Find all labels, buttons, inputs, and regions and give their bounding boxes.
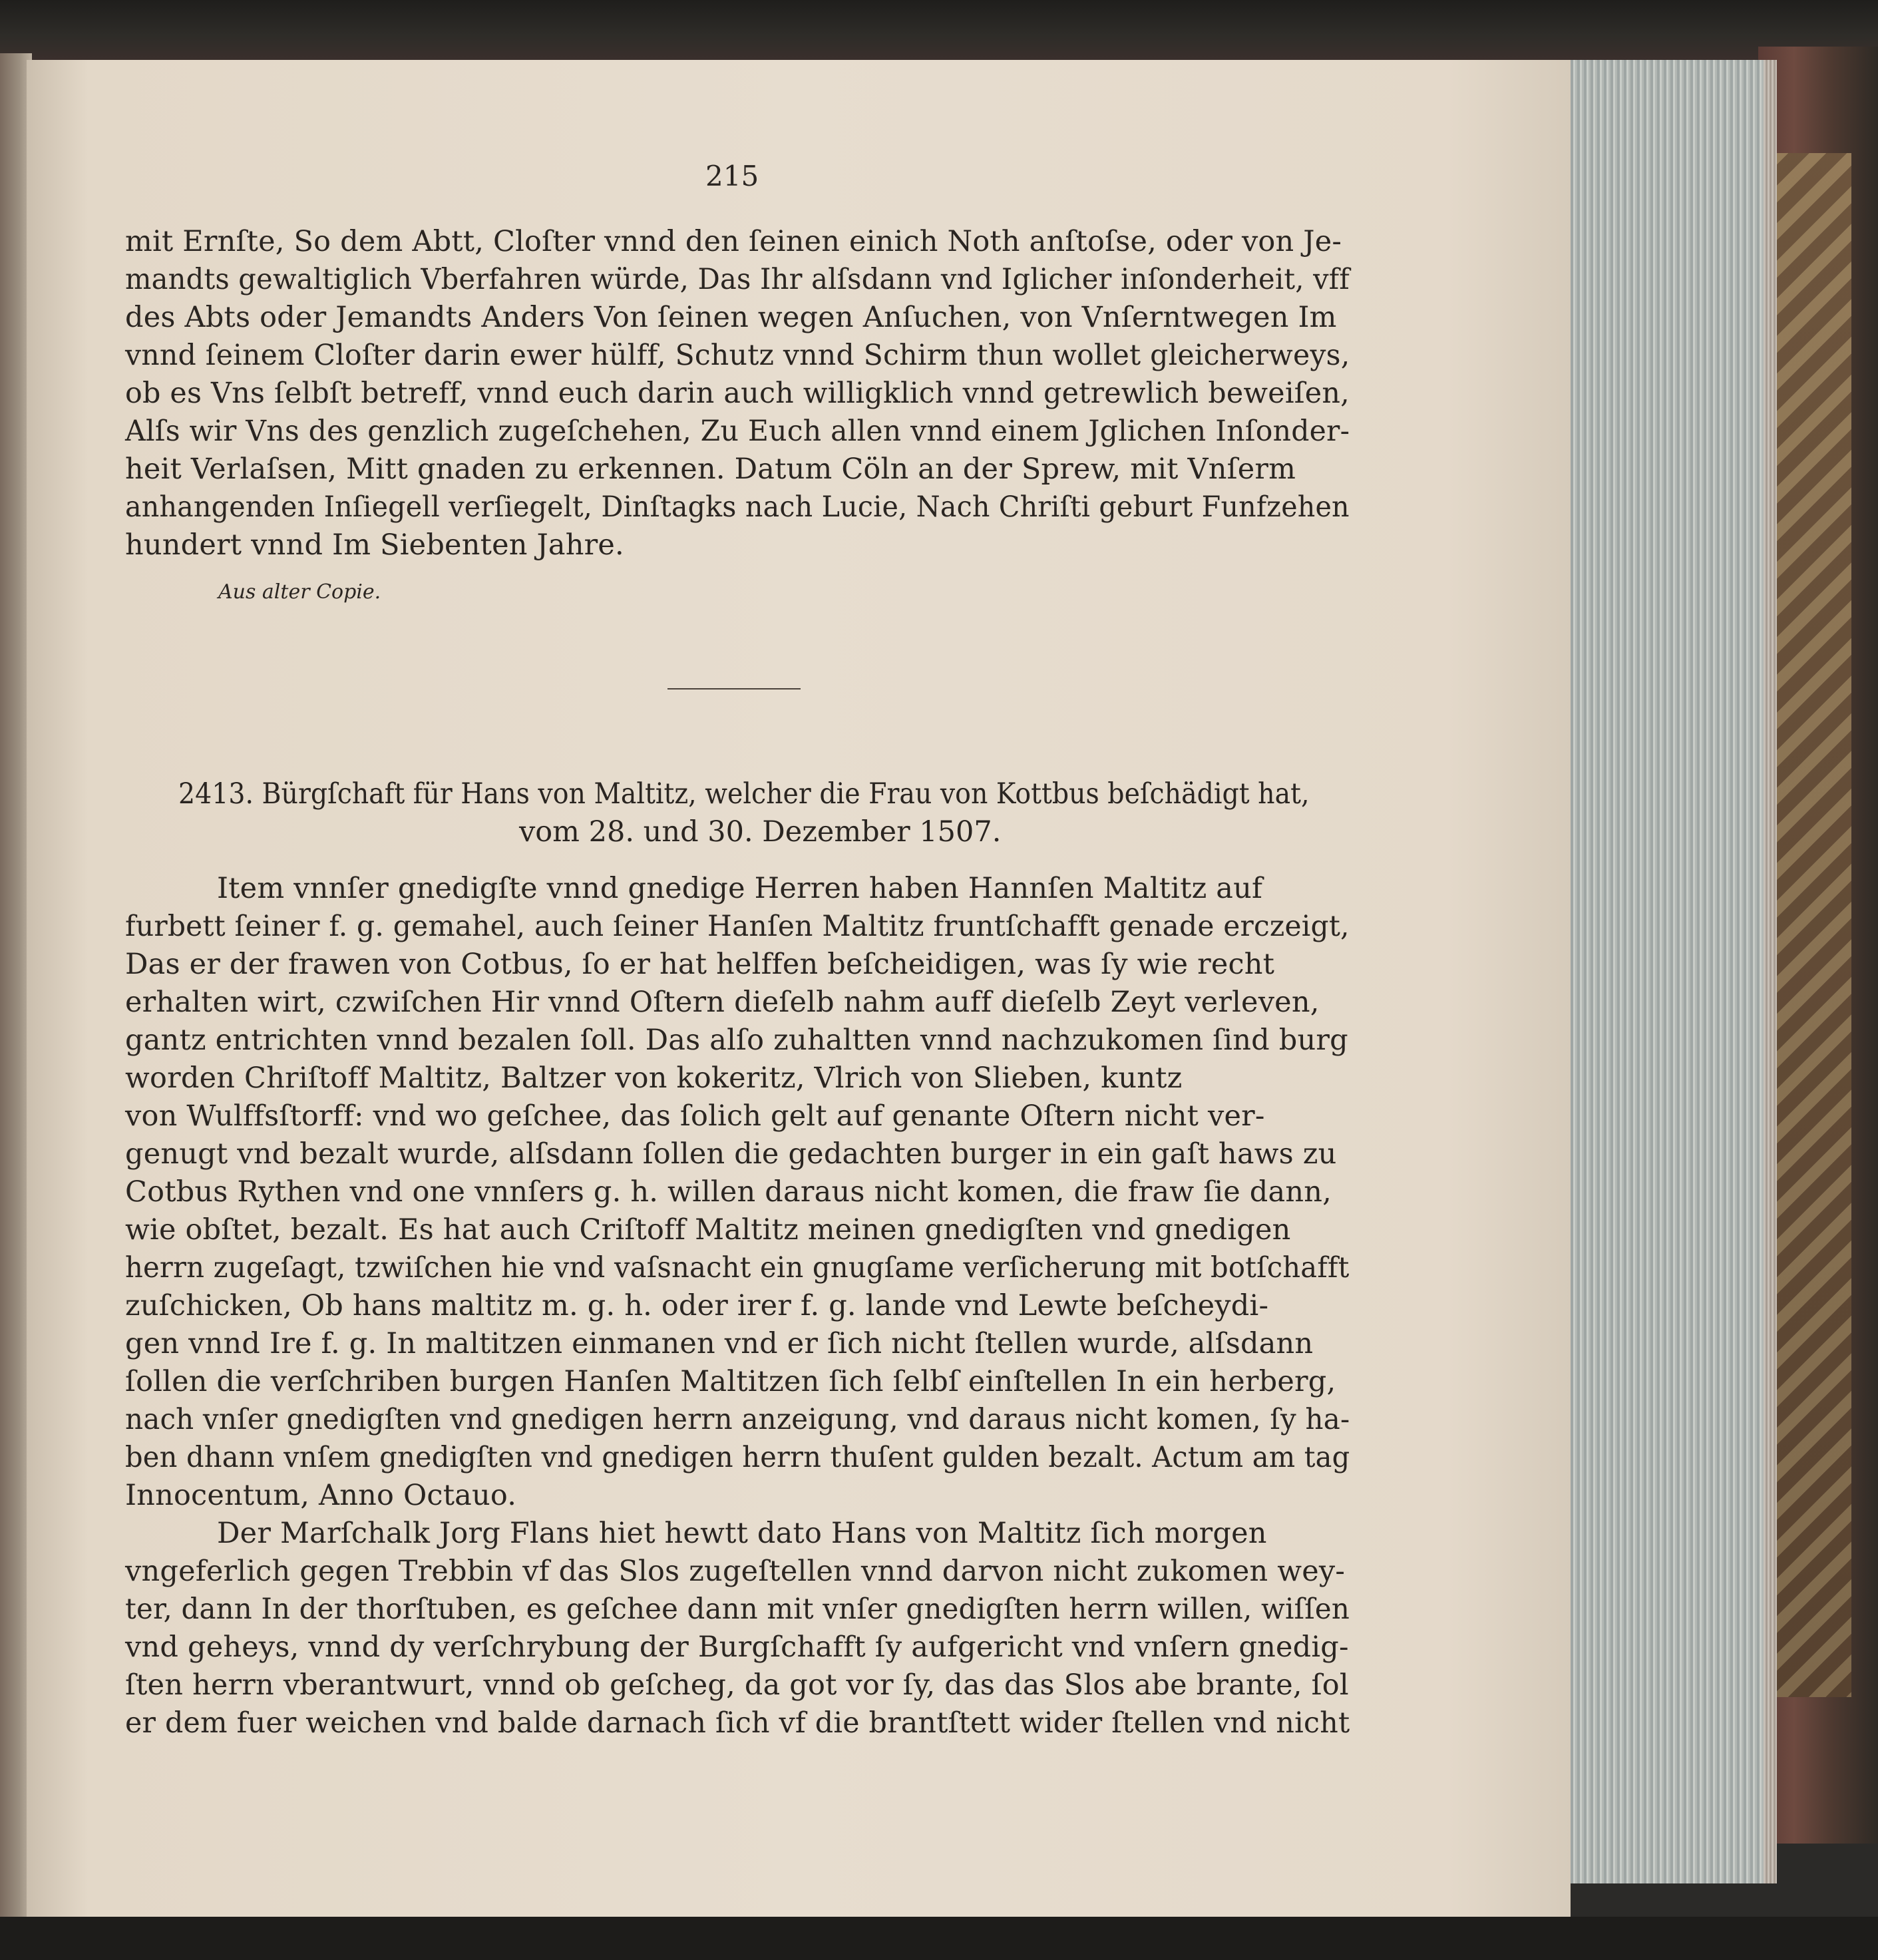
text-line: furbett ſeiner f. g. gemahel, auch ſeiner Hanſen Maltitz fruntſchafft genade erczeigt, xyxy=(125,910,1350,943)
text-line: mandts gewaltiglich Vberfahren würde, Das Ihr alſsdann vnd Iglicher inſonderheit, vff xyxy=(125,263,1350,296)
entry-heading-date: vom 28. und 30. Dezember 1507. xyxy=(519,815,1002,849)
text-line: des Abts oder Jemandts Anders Von ſeinen wegen Anſuchen, von Vnſerntwegen Im xyxy=(125,301,1337,334)
text-line: anhangenden Inſiegell verſiegelt, Dinſtagks nach Lucie, Nach Chriſti geburt Funfzehen xyxy=(125,490,1350,524)
marbled-board xyxy=(1772,153,1851,1697)
text-line: vnnd ſeinem Cloſter darin ewer hülff, Schutz vnnd Schirm thun wollet gleicherweys, xyxy=(125,339,1350,372)
text-line: mit Ernſte, So dem Abtt, Cloſter vnnd den ſeinen einich Noth anſtoſse, oder von Je- xyxy=(125,225,1342,258)
source-note: Aus alter Copie. xyxy=(218,580,381,604)
text-line: erhalten wirt, czwiſchen Hir vnnd Oſtern dieſelb nahm auff dieſelb Zeyt verleven, xyxy=(125,986,1320,1019)
text-line: hundert vnnd Im Siebenten Jahre. xyxy=(125,528,624,562)
text-line: Der Marſchalk Jorg Flans hiet hewtt dato Hans von Maltitz ſich morgen xyxy=(217,1517,1267,1550)
text-line: Innocentum, Anno Octauo. xyxy=(125,1479,517,1512)
text-line: nach vnſer gnedigſten vnd gnedigen herrn anzeigung, vnd daraus nicht komen, ſy ha- xyxy=(125,1403,1350,1436)
text-line: ſollen die verſchriben burgen Hanſen Maltitzen ſich ſelbſ einſtellen In ein herberg, xyxy=(125,1365,1336,1398)
text-line: zuſchicken, Ob hans maltitz m. g. h. oder irer f. g. lande vnd Lewte beſcheydi- xyxy=(125,1289,1269,1322)
text-line: Cotbus Rythen vnd one vnnſers g. h. willen daraus nicht komen, die fraw ſie dann, xyxy=(125,1175,1332,1209)
text-line: herrn zugeſagt, tzwiſchen hie vnd vaſsnacht ein gnugſame verſicherung mit botſchafft xyxy=(125,1251,1350,1284)
page-number: 215 xyxy=(705,160,759,192)
text-line: Item vnnſer gnedigſte vnnd gnedige Herren haben Hannſen Maltitz auf xyxy=(217,872,1263,905)
text-line: ter, dann In der thorſtuben, es geſchee dann mit vnſer gnedigſten herrn willen, wiſſen xyxy=(125,1593,1350,1626)
text-line: vnd geheys, vnnd dy verſchrybung der Burgſchafft ſy aufgericht vnd vnſern gnedig- xyxy=(125,1631,1349,1664)
text-line: vngeferlich gegen Trebbin vf das Slos zugeſtellen vnnd darvon nicht zukomen wey- xyxy=(125,1555,1346,1588)
book-cover-bottom xyxy=(0,1917,1878,1960)
entry-number: 2413. xyxy=(178,777,254,811)
text-line: genugt vnd bezalt wurde, alſsdann ſollen die gedachten burger in ein gaſt haws zu xyxy=(125,1137,1337,1171)
text-line: Das er der frawen von Cotbus, ſo er hat helffen beſcheidigen, was ſy wie recht xyxy=(125,948,1275,981)
entry-heading xyxy=(178,777,1310,811)
book-cover-top xyxy=(0,0,1878,60)
text-line: gen vnnd Ire f. g. In maltitzen einmanen vnd er ſich nicht ſtellen wurde, alſsdann xyxy=(125,1327,1314,1360)
text-line: ſten herrn vberantwurt, vnnd ob geſcheg, da got vor ſy, das das Slos abe brante, ſol xyxy=(125,1668,1349,1702)
page-edges xyxy=(1571,60,1764,1883)
text-line: er dem fuer weichen vnd balde darnach ſich vf die brantſtett wider ſtellen vnd nicht xyxy=(125,1706,1350,1740)
text-line: gantz entrichten vnnd bezalen ſoll. Das alſo zuhaltten vnnd nachzukomen ſind burg xyxy=(125,1024,1348,1057)
entry-title: Bürgſchaft für Hans von Maltitz, welcher die Frau von Kottbus beſchädigt hat, xyxy=(262,777,1310,811)
text-line: Alſs wir Vns des genzlich zugeſchehen, Zu Euch allen vnnd einem Jglichen Inſonder- xyxy=(125,415,1350,448)
text-line: wie obſtet, bezalt. Es hat auch Criſtoff Maltitz meinen gnedigſten vnd gnedigen xyxy=(125,1213,1291,1247)
text-line: ob es Vns ſelbſt betreff, vnnd euch darin auch willigklich vnnd getrewlich beweiſen, xyxy=(125,377,1350,410)
text-line: ben dhann vnſem gnedigſten vnd gnedigen herrn thuſent gulden bezalt. Actum am tag xyxy=(125,1441,1350,1474)
text-line: heit Verlaſsen, Mitt gnaden zu erkennen. Datum Cöln an der Sprew, mit Vnſerm xyxy=(125,453,1296,486)
text-line: von Wulffsſtorff: vnd wo geſchee, das ſolich gelt auf genante Oſtern nicht ver- xyxy=(125,1099,1265,1133)
section-divider xyxy=(667,688,801,689)
text-line: worden Chriſtoff Maltitz, Baltzer von kokeritz, Vlrich von Slieben, kuntz xyxy=(125,1062,1183,1095)
